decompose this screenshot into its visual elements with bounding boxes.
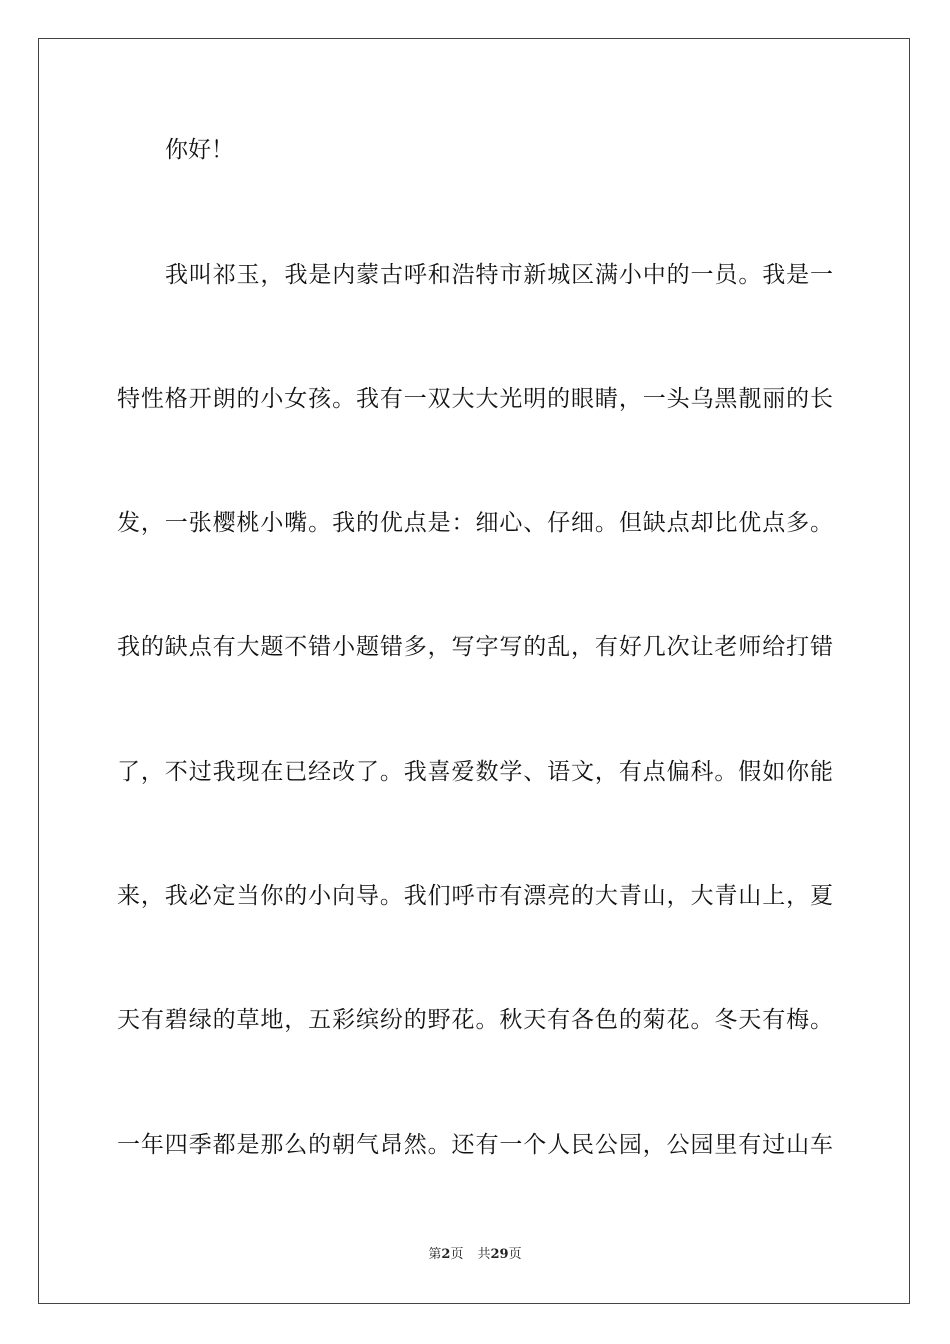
total-suffix: 页	[508, 1247, 522, 1262]
total-page-number: 29	[490, 1247, 509, 1262]
paragraph-line-2: 特性格开朗的小女孩。我有一双大大光明的眼睛，一头乌黑靓丽的长	[117, 386, 833, 412]
page-border	[38, 38, 910, 1304]
paragraph-line-4: 我的缺点有大题不错小题错多，写字写的乱，有好几次让老师给打错	[117, 634, 833, 660]
page-suffix: 页	[450, 1247, 464, 1262]
page-footer	[0, 1246, 950, 1264]
paragraph-line-8: 一年四季都是那么的朝气昂然。还有一个人民公园，公园里有过山车	[117, 1132, 833, 1158]
paragraph-line-7: 天有碧绿的草地，五彩缤纷的野花。秋天有各色的菊花。冬天有梅。	[117, 1007, 833, 1033]
total-prefix: 共	[477, 1247, 491, 1262]
current-page-number: 2	[441, 1247, 451, 1262]
paragraph-line-5: 了，不过我现在已经改了。我喜爱数学、语文，有点偏科。假如你能	[117, 759, 833, 785]
paragraph-line-1: 我叫祁玉，我是内蒙古呼和浩特市新城区满小中的一员。我是一	[165, 262, 833, 288]
paragraph-line-6: 来，我必定当你的小向导。我们呼市有漂亮的大青山，大青山上，夏	[117, 883, 833, 909]
page-prefix: 第	[428, 1247, 442, 1262]
paragraph-line-3: 发，一张樱桃小嘴。我的优点是：细心、仔细。但缺点却比优点多。	[117, 510, 833, 536]
greeting-line: 你好！	[165, 137, 234, 163]
